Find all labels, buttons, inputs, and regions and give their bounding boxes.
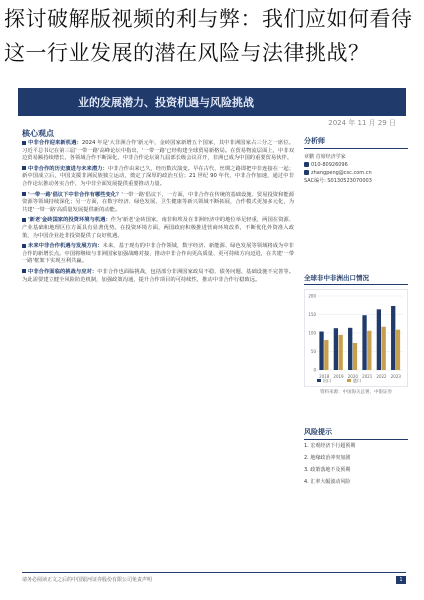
legend-swatch bbox=[347, 379, 351, 382]
paragraph-text: 未来，基于现有的中非合作领域，数字经济、新能源、绿色发展等领域将成为中非合作的新增长点。中国将继续与非洲国家加强战略对接，推动中非合作向更高质量、更可持续方向迈进，在共建'一带一路'框架下实现互利共赢。 bbox=[22, 243, 294, 265]
chart-title: 全球非中非洲出口情况 bbox=[304, 273, 408, 285]
footer-disclaimer: 请务必阅读正文之后的中国银河证券股份有限公司免责声明 bbox=[22, 577, 153, 583]
paragraph-lead: 中非合作面临的挑战与应对： bbox=[28, 268, 98, 275]
analyst-email-value: zhangpeng@csc.com.cn bbox=[311, 170, 372, 176]
bullet-icon bbox=[22, 192, 26, 196]
paragraph-text: 中非合作由来已久，经历数次演变。早在古代，丝绸之路即把中非连接在一起；新中国成立后，中国支援非洲民族独立运动，奠定了深厚的政治互信；21 世纪 90 年代，中非合作加速，通过中非合作论坛推动务实合作，为中非全面发展提供重要推动力量。 bbox=[22, 165, 294, 187]
analyst-license: SAC编号: S0130523070003 bbox=[304, 178, 372, 184]
report-footer bbox=[22, 572, 406, 583]
bullet-icon bbox=[22, 218, 26, 222]
risk-item: 4. 汇率大幅波动风险 bbox=[304, 479, 351, 485]
page-number: 1 bbox=[396, 576, 406, 584]
x-tick-label: 2022 bbox=[376, 374, 387, 379]
bar-chart bbox=[305, 290, 407, 384]
legend-swatch bbox=[317, 379, 321, 382]
risk-item: 1. 宏观经济下行超预期 bbox=[304, 443, 356, 449]
bar-出口-2021 bbox=[362, 315, 366, 370]
y-tick-label: 0 bbox=[313, 367, 316, 373]
bar-出口-2019 bbox=[334, 328, 338, 370]
bar-进口-2020 bbox=[353, 343, 357, 370]
risk-title: 风险提示 bbox=[304, 427, 408, 440]
analyst-phone-value: 010-80926096 bbox=[311, 162, 348, 168]
paragraph bbox=[22, 243, 294, 266]
bar-出口-2022 bbox=[377, 309, 381, 370]
bullet-icon bbox=[22, 166, 26, 170]
paragraph bbox=[22, 269, 294, 284]
y-tick-label: 150 bbox=[308, 312, 316, 317]
bar-进口-2023 bbox=[396, 330, 400, 370]
bullet-icon bbox=[22, 141, 26, 145]
main-column bbox=[22, 140, 294, 287]
paragraph bbox=[22, 166, 294, 189]
y-tick-label: 200 bbox=[308, 293, 316, 299]
paragraph bbox=[22, 192, 294, 215]
y-tick-label: 50 bbox=[310, 349, 316, 354]
analyst-title: 分析师 bbox=[304, 136, 408, 149]
section-label: 核心观点 bbox=[22, 129, 54, 138]
paragraph-text: 2024 年是'大非洲合作'新元年，金砖国家新增五个国家，其中非洲国家占三分之一席位。习近平总书记在第三届'一带一路'高峰论坛中指出，'一带一路'已经构建全球贸易新格局。在贸易物流层面上，中非双边贸易额持续增长，各领域合作不断深化，中非合作论坛第九届部长级会议召开，非洲已成为中国的重要贸易伙伴。 bbox=[22, 140, 294, 162]
legend-label: 进口 bbox=[353, 378, 361, 383]
bullet-icon bbox=[22, 269, 26, 273]
phone-icon bbox=[304, 162, 309, 167]
x-tick-label: 2020 bbox=[347, 374, 358, 379]
analyst-phone bbox=[304, 161, 408, 169]
mail-icon bbox=[304, 170, 309, 175]
bar-进口-2021 bbox=[367, 331, 371, 370]
bar-出口-2023 bbox=[391, 306, 395, 370]
risk-item: 3. 政策落地不及预期 bbox=[304, 467, 351, 473]
side-column bbox=[304, 136, 408, 488]
bar-进口-2022 bbox=[382, 327, 386, 370]
analyst-email bbox=[304, 169, 408, 177]
bar-出口-2020 bbox=[348, 328, 352, 370]
x-tick-label: 2019 bbox=[333, 374, 344, 379]
report-date: 2024 年 11 月 29 日 bbox=[328, 119, 396, 127]
paragraph-lead: 中非合作迎来新机遇： bbox=[28, 140, 82, 146]
paragraph-text: 作为'新老'金砖国家，南非和埃及在非洲经济中的地位举足轻重，两国在资源、产业基础和地理区位方面具有显著优势。在投资环境方面，两国政府积极推进营商环境改革，不断优化外资准入政策，为中国企业赴非投资提供了良好机遇。 bbox=[22, 217, 294, 239]
paragraph-text: '一带一路'倡议下，一方面，中非合作在传统的基础设施、贸易投资和能源资源等领域持续深化；另一方面，在数字经济、绿色发展、卫生健康等新兴领域不断拓展，合作模式更加多元化，为共建'一带一路'高质量发展提供新的动能。 bbox=[22, 191, 294, 213]
overlay-title: 探讨破解版视频的利与弊：我们应如何看待这一行业发展的潜在风险与法律挑战？ bbox=[4, 7, 413, 65]
report-subtitle: 业的发展潜力、投资机遇与风险挑战 bbox=[78, 96, 254, 109]
chart-container bbox=[304, 289, 408, 387]
paragraph-lead: '一带一路'倡议下中非合作有哪些变化？ bbox=[28, 191, 122, 198]
x-tick-label: 2021 bbox=[362, 374, 373, 379]
bar-出口-2018 bbox=[319, 332, 323, 370]
bullet-icon bbox=[22, 244, 26, 248]
legend-label: 出口 bbox=[323, 378, 331, 383]
bar-进口-2018 bbox=[324, 340, 328, 370]
paragraph-lead: 未来中非合作机遇与发展方向： bbox=[28, 243, 103, 250]
risk-item: 2. 地缘政治冲突加剧 bbox=[304, 455, 351, 461]
x-tick-label: 2023 bbox=[390, 374, 401, 379]
paragraph-lead: '新老'金砖国家的投资环境与机遇： bbox=[28, 217, 111, 224]
paragraph bbox=[22, 217, 294, 240]
paragraph-lead: 中非合作的历史演进与未来潜力： bbox=[28, 165, 108, 172]
report-header-banner bbox=[18, 88, 406, 116]
paragraph-text: 中非合作也面临挑战，包括部分非洲国家政局不稳、债务问题、基础设施不完善等。为此需要建立健全风险防范机制，加强政策沟通，提升合作项目的可持续性，推动中非合作行稳致远。 bbox=[22, 268, 294, 283]
analyst-name: 章鹏 首席经济学家 bbox=[304, 154, 346, 160]
y-tick-label: 100 bbox=[308, 330, 316, 336]
paragraph bbox=[22, 140, 294, 163]
bar-进口-2019 bbox=[339, 335, 343, 370]
chart-caption: 资料来源：中国海关总署，中银证券 bbox=[320, 390, 392, 395]
x-tick-label: 2018 bbox=[319, 374, 330, 379]
